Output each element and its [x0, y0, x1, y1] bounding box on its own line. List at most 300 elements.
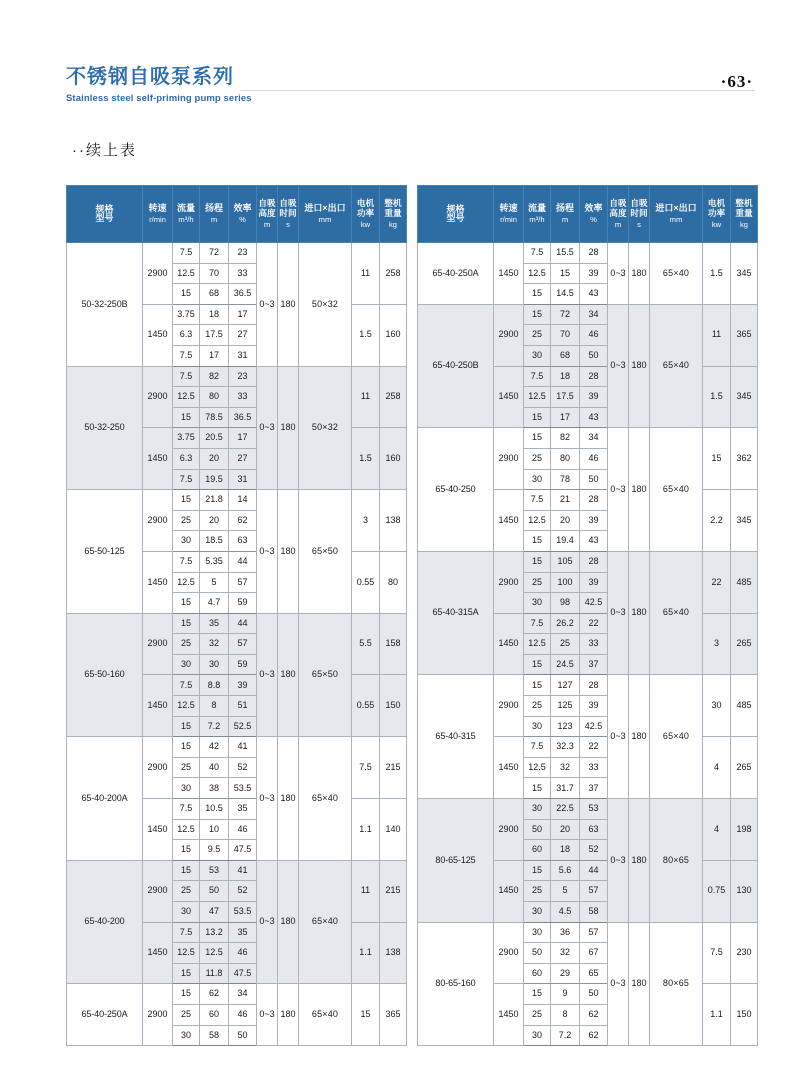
- column-header-label: 转速: [148, 203, 167, 214]
- table-row: [418, 428, 758, 449]
- cell-suction-time: 180: [629, 551, 650, 675]
- left-table-wrapper: [66, 185, 406, 1046]
- column-header-label: 电机 功率: [356, 198, 375, 219]
- cell-flow: 25: [524, 448, 551, 469]
- column-header-unit: s: [637, 219, 641, 229]
- cell-speed: 2900: [494, 304, 524, 366]
- cell-head: 32: [551, 943, 580, 964]
- column-header-unit: s: [286, 219, 290, 229]
- cell-efficiency: 51: [229, 696, 257, 717]
- cell-flow: 12.5: [173, 387, 200, 408]
- cell-head: 25: [551, 634, 580, 655]
- cell-speed: 1450: [143, 799, 173, 861]
- cell-suction-height: 0~3: [608, 243, 629, 305]
- table-header-row-right: [418, 186, 758, 243]
- cell-head: 9.5: [200, 840, 229, 861]
- cell-speed: 1450: [494, 366, 524, 428]
- table-row: [418, 243, 758, 264]
- cell-head: 40: [200, 757, 229, 778]
- cell-flow: 12.5: [173, 819, 200, 840]
- cell-flow: 12.5: [524, 757, 551, 778]
- cell-inlet-outlet: 65×40: [650, 551, 703, 675]
- column-header-unit: kw: [360, 219, 371, 229]
- column-header-label: 进口×出口: [655, 203, 697, 214]
- cell-head: 5: [200, 572, 229, 593]
- cell-flow: 15: [524, 551, 551, 572]
- cell-efficiency: 28: [580, 366, 608, 387]
- cell-efficiency: 46: [229, 1004, 257, 1025]
- cell-head: 70: [200, 263, 229, 284]
- cell-speed: 2900: [143, 490, 173, 552]
- cell-weight: 140: [380, 799, 407, 861]
- cell-head: 80: [551, 448, 580, 469]
- cell-head: 47: [200, 902, 229, 923]
- column-header-unit: mm: [318, 214, 332, 224]
- cell-efficiency: 44: [580, 860, 608, 881]
- cell-weight: 160: [380, 428, 407, 490]
- cell-head: 32.3: [551, 737, 580, 758]
- cell-head: 20: [551, 819, 580, 840]
- column-header-unit: m³/h: [529, 214, 545, 224]
- cell-weight: 265: [731, 737, 758, 799]
- column-header-unit: kw: [711, 219, 722, 229]
- cell-flow: 30: [173, 531, 200, 552]
- cell-efficiency: 42.5: [580, 593, 608, 614]
- cell-motor-power: 15: [352, 984, 380, 1046]
- cell-efficiency: 14: [229, 490, 257, 511]
- cell-efficiency: 37: [580, 654, 608, 675]
- cell-efficiency: 59: [229, 593, 257, 614]
- cell-motor-power: 11: [352, 243, 380, 305]
- cell-flow: 15: [524, 531, 551, 552]
- cell-head: 10: [200, 819, 229, 840]
- cell-efficiency: 53.5: [229, 778, 257, 799]
- cell-flow: 15: [173, 963, 200, 984]
- cell-model: 65-40-250B: [418, 304, 494, 428]
- cell-efficiency: 65: [580, 963, 608, 984]
- column-header-label: 自吸 时间: [279, 198, 297, 219]
- cell-suction-time: 180: [278, 366, 299, 490]
- table-row: [418, 675, 758, 696]
- cell-efficiency: 28: [580, 490, 608, 511]
- cell-flow: 15: [173, 840, 200, 861]
- cell-head: 18: [551, 840, 580, 861]
- column-header-unit: r/min: [149, 214, 166, 224]
- table-row: [67, 366, 407, 387]
- cell-head: 4.5: [551, 902, 580, 923]
- cell-efficiency: 34: [580, 428, 608, 449]
- cell-head: 19.5: [200, 469, 229, 490]
- cell-inlet-outlet: 50×32: [299, 366, 352, 490]
- cell-efficiency: 47.5: [229, 840, 257, 861]
- column-header-unit: m: [210, 214, 218, 224]
- cell-flow: 12.5: [524, 263, 551, 284]
- cell-flow: 15: [173, 716, 200, 737]
- header-divider-rule: [240, 90, 755, 91]
- cell-flow: 30: [524, 716, 551, 737]
- cell-efficiency: 17: [229, 428, 257, 449]
- cell-efficiency: 42.5: [580, 716, 608, 737]
- cell-head: 72: [200, 243, 229, 264]
- table-body-left: [67, 243, 407, 1046]
- column-header-label: 规格 型号: [446, 203, 465, 223]
- cell-flow: 15: [173, 984, 200, 1005]
- cell-suction-time: 180: [629, 675, 650, 799]
- cell-flow: 7.5: [524, 737, 551, 758]
- cell-efficiency: 22: [580, 613, 608, 634]
- cell-suction-time: 180: [278, 243, 299, 367]
- column-header-unit: m: [614, 219, 622, 229]
- cell-model: 65-40-200: [67, 860, 143, 984]
- cell-flow: 7.5: [524, 366, 551, 387]
- cell-flow: 30: [524, 902, 551, 923]
- cell-weight: 158: [380, 613, 407, 675]
- page-title-chinese: 不锈钢自吸泵系列: [66, 66, 234, 88]
- column-header-label: 转速: [499, 203, 518, 214]
- cell-efficiency: 33: [580, 634, 608, 655]
- cell-head: 105: [551, 551, 580, 572]
- cell-efficiency: 27: [229, 448, 257, 469]
- cell-motor-power: 0.55: [352, 551, 380, 613]
- cell-flow: 30: [524, 799, 551, 820]
- cell-suction-time: 180: [629, 922, 650, 1046]
- column-header-7: [650, 186, 703, 243]
- cell-motor-power: 1.5: [352, 428, 380, 490]
- cell-flow: 7.5: [173, 469, 200, 490]
- cell-flow: 15: [524, 304, 551, 325]
- cell-flow: 7.5: [173, 366, 200, 387]
- cell-suction-height: 0~3: [257, 490, 278, 614]
- cell-motor-power: 1.5: [703, 243, 731, 305]
- cell-head: 7.2: [551, 1025, 580, 1046]
- cell-efficiency: 31: [229, 345, 257, 366]
- cell-head: 20: [551, 510, 580, 531]
- cell-flow: 6.3: [173, 325, 200, 346]
- cell-efficiency: 50: [580, 469, 608, 490]
- cell-efficiency: 41: [229, 737, 257, 758]
- cell-head: 22.5: [551, 799, 580, 820]
- cell-flow: 25: [524, 325, 551, 346]
- cell-speed: 2900: [494, 799, 524, 861]
- cell-efficiency: 52.5: [229, 716, 257, 737]
- column-header-0: [418, 186, 494, 243]
- cell-head: 127: [551, 675, 580, 696]
- cell-head: 19.4: [551, 531, 580, 552]
- cell-speed: 1450: [494, 490, 524, 552]
- cell-motor-power: 11: [352, 366, 380, 428]
- cell-head: 29: [551, 963, 580, 984]
- cell-motor-power: 4: [703, 737, 731, 799]
- cell-head: 11.8: [200, 963, 229, 984]
- column-header-label: 自吸 时间: [630, 198, 648, 219]
- cell-efficiency: 50: [229, 1025, 257, 1046]
- cell-head: 32: [551, 757, 580, 778]
- table-row: [418, 304, 758, 325]
- cell-motor-power: 7.5: [352, 737, 380, 799]
- cell-flow: 30: [524, 345, 551, 366]
- cell-flow: 7.5: [173, 345, 200, 366]
- cell-flow: 3.75: [173, 304, 200, 325]
- cell-weight: 485: [731, 675, 758, 737]
- cell-flow: 15: [524, 407, 551, 428]
- cell-head: 21: [551, 490, 580, 511]
- table-row: [418, 799, 758, 820]
- column-header-label: 流量: [176, 203, 195, 214]
- cell-motor-power: 2.2: [703, 490, 731, 552]
- cell-flow: 15: [173, 593, 200, 614]
- cell-flow: 15: [524, 428, 551, 449]
- page-title-english: Stainless steel self-priming pump series: [66, 93, 252, 104]
- cell-weight: 80: [380, 551, 407, 613]
- cell-suction-height: 0~3: [608, 551, 629, 675]
- cell-weight: 150: [380, 675, 407, 737]
- column-header-9: [380, 186, 407, 243]
- cell-weight: 485: [731, 551, 758, 613]
- cell-head: 8: [200, 696, 229, 717]
- cell-motor-power: 11: [352, 860, 380, 922]
- cell-efficiency: 23: [229, 366, 257, 387]
- cell-efficiency: 39: [580, 387, 608, 408]
- cell-speed: 1450: [143, 551, 173, 613]
- cell-motor-power: 11: [703, 304, 731, 366]
- cell-flow: 25: [524, 572, 551, 593]
- table-body-right: [418, 243, 758, 1046]
- cell-weight: 138: [380, 490, 407, 552]
- column-header-8: [352, 186, 380, 243]
- cell-efficiency: 31: [229, 469, 257, 490]
- cell-efficiency: 34: [229, 984, 257, 1005]
- column-header-label: 扬程: [555, 203, 574, 214]
- cell-inlet-outlet: 65×40: [650, 243, 703, 305]
- cell-flow: 60: [524, 963, 551, 984]
- cell-head: 4.7: [200, 593, 229, 614]
- cell-weight: 345: [731, 243, 758, 305]
- cell-suction-time: 180: [278, 737, 299, 861]
- cell-motor-power: 22: [703, 551, 731, 613]
- cell-flow: 30: [173, 1025, 200, 1046]
- column-header-6: [278, 186, 299, 243]
- cell-flow: 15: [524, 860, 551, 881]
- cell-head: 100: [551, 572, 580, 593]
- cell-suction-height: 0~3: [608, 675, 629, 799]
- column-header-unit: %: [590, 214, 597, 224]
- cell-suction-height: 0~3: [608, 428, 629, 552]
- cell-flow: 7.5: [173, 243, 200, 264]
- cell-flow: 15: [524, 778, 551, 799]
- cell-speed: 1450: [143, 675, 173, 737]
- cell-head: 18: [200, 304, 229, 325]
- right-table-wrapper: [417, 185, 757, 1046]
- cell-efficiency: 43: [580, 284, 608, 305]
- cell-suction-height: 0~3: [608, 922, 629, 1046]
- table-row: [67, 984, 407, 1005]
- cell-motor-power: 1.1: [352, 799, 380, 861]
- column-header-3: [200, 186, 229, 243]
- cell-head: 78.5: [200, 407, 229, 428]
- cell-efficiency: 27: [229, 325, 257, 346]
- column-header-label: 进口×出口: [304, 203, 346, 214]
- cell-flow: 15: [524, 654, 551, 675]
- cell-motor-power: 0.75: [703, 860, 731, 922]
- table-row: [67, 243, 407, 264]
- cell-head: 72: [551, 304, 580, 325]
- cell-flow: 15: [173, 407, 200, 428]
- column-header-label: 自吸 高度: [258, 198, 276, 219]
- cell-head: 98: [551, 593, 580, 614]
- cell-suction-time: 180: [278, 984, 299, 1046]
- spec-table-right: [417, 185, 758, 1046]
- cell-efficiency: 36.5: [229, 284, 257, 305]
- cell-inlet-outlet: 65×40: [299, 737, 352, 861]
- column-header-9: [731, 186, 758, 243]
- cell-inlet-outlet: 65×50: [299, 613, 352, 737]
- cell-head: 36: [551, 922, 580, 943]
- cell-suction-height: 0~3: [257, 366, 278, 490]
- column-header-2: [524, 186, 551, 243]
- cell-motor-power: 15: [703, 428, 731, 490]
- cell-speed: 2900: [143, 984, 173, 1046]
- cell-flow: 30: [524, 469, 551, 490]
- cell-head: 17.5: [200, 325, 229, 346]
- cell-head: 15: [551, 263, 580, 284]
- continuation-note: ··续上表: [72, 142, 137, 159]
- column-header-label: 规格 型号: [95, 203, 114, 223]
- column-header-1: [494, 186, 524, 243]
- page-header: [0, 0, 811, 120]
- cell-head: 78: [551, 469, 580, 490]
- cell-model: 65-40-250: [418, 428, 494, 552]
- cell-head: 5.35: [200, 551, 229, 572]
- cell-efficiency: 62: [580, 1025, 608, 1046]
- cell-head: 5.6: [551, 860, 580, 881]
- cell-efficiency: 39: [580, 696, 608, 717]
- cell-model: 50-32-250B: [67, 243, 143, 367]
- cell-inlet-outlet: 65×40: [650, 304, 703, 428]
- cell-flow: 15: [173, 490, 200, 511]
- column-header-label: 电机 功率: [707, 198, 726, 219]
- cell-efficiency: 46: [580, 325, 608, 346]
- cell-suction-height: 0~3: [257, 984, 278, 1046]
- cell-flow: 30: [173, 654, 200, 675]
- cell-speed: 1450: [494, 737, 524, 799]
- cell-flow: 25: [173, 1004, 200, 1025]
- cell-efficiency: 43: [580, 407, 608, 428]
- cell-weight: 258: [380, 243, 407, 305]
- cell-head: 82: [551, 428, 580, 449]
- cell-flow: 15: [173, 737, 200, 758]
- column-header-unit: m³/h: [178, 214, 194, 224]
- cell-flow: 7.5: [173, 551, 200, 572]
- cell-speed: 2900: [494, 675, 524, 737]
- cell-head: 13.2: [200, 922, 229, 943]
- cell-suction-time: 180: [629, 304, 650, 428]
- cell-weight: 215: [380, 737, 407, 799]
- column-header-unit: r/min: [500, 214, 517, 224]
- column-header-unit: %: [239, 214, 246, 224]
- cell-flow: 7.5: [173, 799, 200, 820]
- cell-efficiency: 33: [580, 757, 608, 778]
- cell-model: 65-40-200A: [67, 737, 143, 861]
- cell-head: 68: [200, 284, 229, 305]
- cell-model: 65-50-125: [67, 490, 143, 614]
- column-header-3: [551, 186, 580, 243]
- column-header-unit: kg: [388, 219, 398, 229]
- cell-efficiency: 36.5: [229, 407, 257, 428]
- cell-efficiency: 47.5: [229, 963, 257, 984]
- cell-weight: 365: [380, 984, 407, 1046]
- cell-model: 65-40-250A: [418, 243, 494, 305]
- cell-speed: 1450: [143, 428, 173, 490]
- column-header-4: [580, 186, 608, 243]
- cell-flow: 25: [524, 1004, 551, 1025]
- cell-efficiency: 52: [580, 840, 608, 861]
- cell-efficiency: 50: [580, 984, 608, 1005]
- cell-efficiency: 59: [229, 654, 257, 675]
- table-row: [67, 737, 407, 758]
- cell-efficiency: 57: [580, 881, 608, 902]
- cell-suction-time: 180: [629, 243, 650, 305]
- cell-speed: 1450: [494, 613, 524, 675]
- cell-model: 65-40-250A: [67, 984, 143, 1046]
- cell-head: 18.5: [200, 531, 229, 552]
- cell-inlet-outlet: 65×50: [299, 490, 352, 614]
- cell-efficiency: 46: [229, 943, 257, 964]
- cell-speed: 2900: [143, 860, 173, 922]
- cell-weight: 130: [731, 860, 758, 922]
- column-header-unit: kg: [739, 219, 749, 229]
- cell-motor-power: 5.5: [352, 613, 380, 675]
- cell-flow: 7.5: [524, 613, 551, 634]
- cell-efficiency: 17: [229, 304, 257, 325]
- cell-suction-time: 180: [629, 799, 650, 923]
- cell-flow: 7.5: [524, 243, 551, 264]
- table-row: [418, 922, 758, 943]
- column-header-5: [257, 186, 278, 243]
- cell-suction-height: 0~3: [257, 613, 278, 737]
- cell-efficiency: 46: [229, 819, 257, 840]
- cell-flow: 12.5: [173, 572, 200, 593]
- cell-head: 15.5: [551, 243, 580, 264]
- cell-weight: 160: [380, 304, 407, 366]
- cell-speed: 2900: [143, 737, 173, 799]
- cell-model: 80-65-160: [418, 922, 494, 1046]
- cell-head: 68: [551, 345, 580, 366]
- cell-speed: 1450: [494, 243, 524, 305]
- cell-model: 50-32-250: [67, 366, 143, 490]
- cell-suction-time: 180: [629, 428, 650, 552]
- cell-head: 35: [200, 613, 229, 634]
- column-header-label: 流量: [527, 203, 546, 214]
- cell-efficiency: 52: [229, 757, 257, 778]
- cell-motor-power: 1.1: [352, 922, 380, 984]
- cell-efficiency: 57: [580, 922, 608, 943]
- column-header-label: 整机 重量: [735, 198, 753, 219]
- cell-head: 17: [200, 345, 229, 366]
- column-header-label: 自吸 高度: [609, 198, 627, 219]
- cell-speed: 2900: [143, 613, 173, 675]
- cell-flow: 12.5: [524, 510, 551, 531]
- cell-efficiency: 44: [229, 613, 257, 634]
- cell-efficiency: 58: [580, 902, 608, 923]
- cell-model: 80-65-125: [418, 799, 494, 923]
- cell-weight: 365: [731, 304, 758, 366]
- cell-efficiency: 28: [580, 675, 608, 696]
- cell-flow: 25: [173, 634, 200, 655]
- cell-head: 125: [551, 696, 580, 717]
- cell-inlet-outlet: 65×40: [650, 675, 703, 799]
- column-header-unit: m: [263, 219, 271, 229]
- cell-weight: 215: [380, 860, 407, 922]
